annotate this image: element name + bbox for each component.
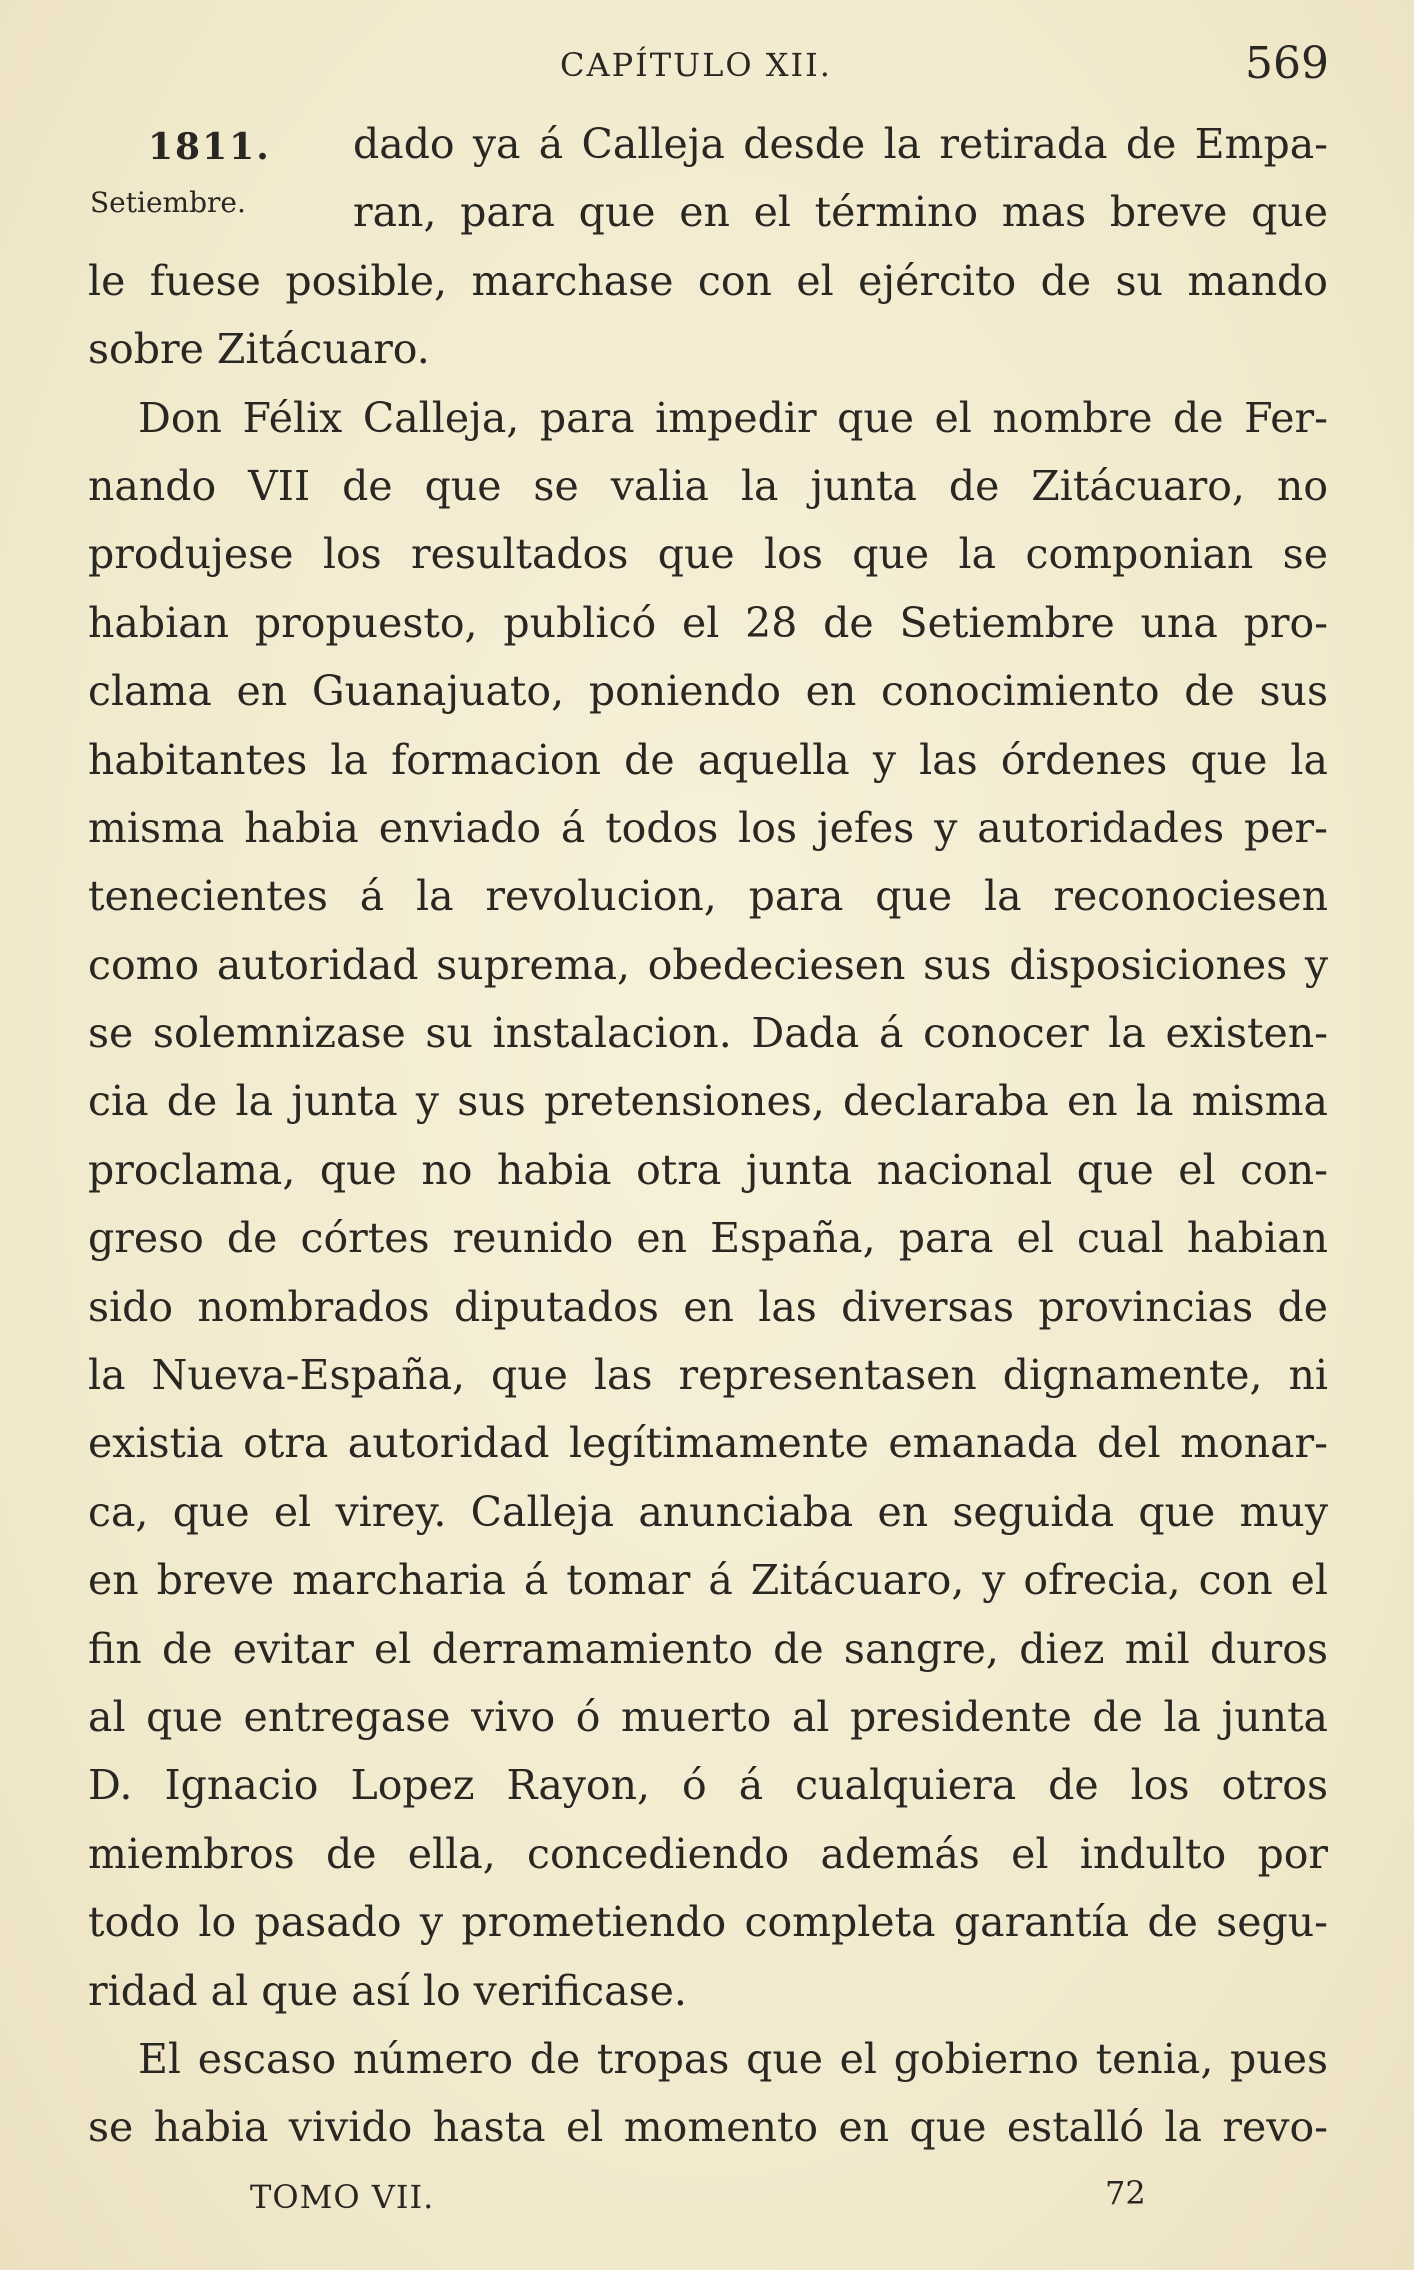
running-head: CAPÍTULO XII. [560, 46, 832, 84]
text-line: miembros de ella, concediendo además el indulto por [88, 1829, 1328, 1878]
volume-label: TOMO VII. [250, 2178, 435, 2216]
text-line: produjese los resultados que los que la componian se [88, 530, 1328, 579]
text-line: existia otra autoridad legítimamente emanada del monar- [88, 1419, 1328, 1468]
text-line: se habia vivido hasta el momento en que estalló la revo- [88, 2103, 1328, 2152]
text-line: le fuese posible, marchase con el ejército de su mando [88, 256, 1328, 305]
text-line: fin de evitar el derramamiento de sangre, diez mil duros [88, 1624, 1328, 1673]
text-line: habian propuesto, publicó el 28 de Setiembre una pro- [88, 598, 1328, 647]
text-line: sido nombrados diputados en las diversas provincias de [88, 1282, 1328, 1331]
text-line: cia de la junta y sus pretensiones, declaraba en la misma [88, 1077, 1328, 1126]
text-line: se solemnizase su instalacion. Dada á conocer la existen- [88, 1009, 1328, 1058]
signature-mark: 72 [1105, 2174, 1146, 2212]
text-line: al que entregase vivo ó muerto al presidente de la junta [88, 1692, 1328, 1741]
text-line: proclama, que no habia otra junta nacional que el con- [88, 1145, 1328, 1194]
text-line: D. Ignacio Lopez Rayon, ó á cualquiera de los otros [88, 1761, 1328, 1810]
text-line: clama en Guanajuato, poniendo en conocimiento de sus [88, 667, 1328, 716]
text-line: todo lo pasado y prometiendo completa garantía de segu- [88, 1898, 1328, 1947]
text-line: ridad al que así lo verificase. [88, 1966, 687, 2015]
page-footer [0, 2174, 1414, 2238]
text-line: ran, para que en el término mas breve que [353, 188, 1328, 237]
text-line: greso de córtes reunido en España, para el cual habian [88, 1214, 1328, 1263]
text-line: El escaso número de tropas que el gobierno tenia, pues [138, 2034, 1328, 2083]
text-line: Don Félix Calleja, para impedir que el nombre de Fer- [138, 393, 1328, 442]
text-line: dado ya á Calleja desde la retirada de Empa- [353, 120, 1328, 168]
page-header [0, 38, 1414, 98]
marginal-year: 1811. [148, 126, 271, 168]
text-line: como autoridad suprema, obedeciesen sus disposiciones y [88, 940, 1328, 989]
text-line: sobre Zitácuaro. [88, 325, 430, 374]
text-line: ca, que el virey. Calleja anunciaba en seguida que muy [88, 1487, 1328, 1536]
text-line: habitantes la formacion de aquella y las órdenes que la [88, 735, 1328, 784]
text-line: la Nueva-España, que las representasen dignamente, ni [88, 1351, 1328, 1400]
text-line: tenecientes á la revolucion, para que la reconociesen [88, 872, 1328, 921]
text-line: nando VII de que se valia la junta de Zitácuaro, no [88, 461, 1328, 510]
page-number: 569 [1245, 38, 1329, 89]
text-line: en breve marcharia á tomar á Zitácuaro, y ofrecia, con el [88, 1556, 1328, 1605]
marginal-month: Setiembre. [90, 186, 246, 219]
text-line: misma habia enviado á todos los jefes y autoridades per- [88, 803, 1328, 852]
body-text [88, 110, 1328, 2162]
